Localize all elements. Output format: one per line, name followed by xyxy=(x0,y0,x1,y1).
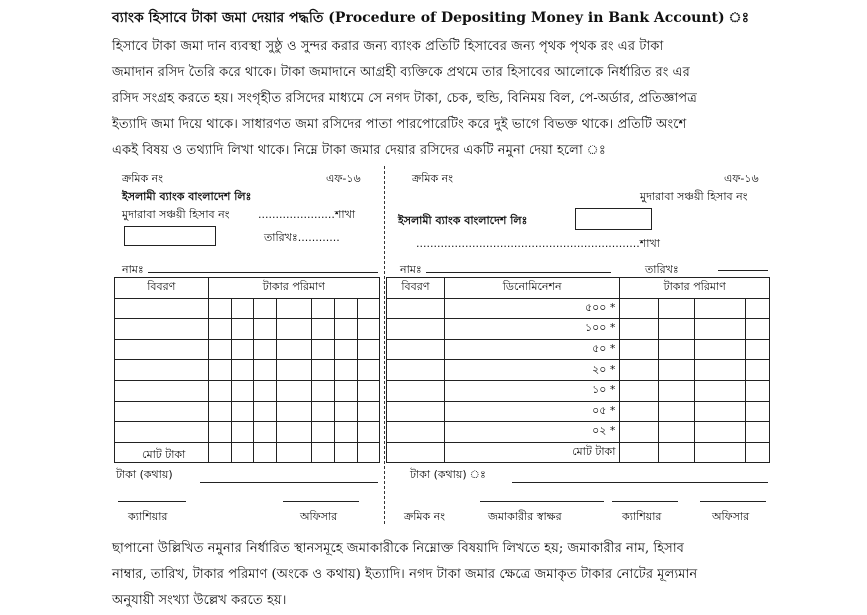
denomination-cell: ৫০০ * xyxy=(444,298,620,319)
intro-line-4: ইত্যাদি জমা দিয়ে থাকে। সাধারণত জমা রসিদের পাতা পারপোরেটিং করে দুই ভাগে বিভক্ত থাকে। প্রতিটি অংশে xyxy=(112,117,687,132)
table-row[interactable] xyxy=(387,319,770,340)
table-row[interactable] xyxy=(387,380,770,401)
left-table-header-row xyxy=(115,278,380,299)
left-name-line[interactable] xyxy=(148,272,378,273)
right-bank-name: ইসলামী ব্যাংক বাংলাদেশ লিঃ xyxy=(398,214,528,227)
left-serial-label: ক্রমিক নং xyxy=(122,172,163,185)
left-table-row[interactable] xyxy=(115,401,380,422)
left-bank-name: ইসলামী ব্যাংক বাংলাদেশ লিঃ xyxy=(122,190,252,203)
intro-line-2: জমাদান রসিদ তৈরি করে থাকে। টাকা জমাদানে আগ্রহী ব্যক্তিকে প্রথমে তার হিসাবের আলোকে নির্ধারিত রং এর xyxy=(112,65,690,80)
outro-line-2: নাম্বার, তারিখ, টাকার পরিমাণ (অংকে ও কথায়) ইত্যাদি। নগদ টাকা জমার ক্ষেত্রে জমাকৃত টাকার নোটের মূল্যমান xyxy=(112,567,698,582)
right-col-description-header: বিবরণ xyxy=(387,278,445,299)
right-account-label: মুদারাবা সঞ্চয়ী হিসাব নং xyxy=(640,190,748,203)
left-amount-table xyxy=(114,277,380,463)
perforation-line xyxy=(384,166,385,524)
left-in-words-line[interactable] xyxy=(200,482,378,483)
depositor-sign-line[interactable] xyxy=(480,501,604,502)
left-branch-field[interactable]: ......................শাখা xyxy=(258,208,356,221)
right-date-line[interactable] xyxy=(718,270,768,271)
right-branch-field[interactable]: ................................................................শাখা xyxy=(416,237,660,250)
depositor-sign-label: জমাকারীর স্বাক্ষর xyxy=(488,510,562,523)
outro-line-3: অনুযায়ী সংখ্যা উল্লেখ করতে হয়। xyxy=(112,593,287,608)
table-row[interactable] xyxy=(387,422,770,443)
left-form-number: এফ-১৬ xyxy=(326,172,361,185)
right-name-line[interactable] xyxy=(426,272,611,273)
left-total-label: মোট টাকা xyxy=(142,448,186,461)
right-cashier-sign-line[interactable] xyxy=(612,501,678,502)
right-serial-bottom-label: ক্রমিক নং xyxy=(404,510,445,523)
table-row[interactable] xyxy=(387,360,770,381)
left-date-field[interactable]: তারিখঃ............ xyxy=(264,231,340,244)
left-officer-label: অফিসার xyxy=(300,510,338,523)
left-account-number-box[interactable] xyxy=(124,226,216,246)
denomination-cell: ০৫ * xyxy=(444,401,620,422)
left-account-label: মুদারাবা সঞ্চয়ী হিসাব নং xyxy=(122,208,230,221)
right-total-label: মোট টাকা xyxy=(444,442,620,463)
right-form-number: এফ-১৬ xyxy=(724,172,759,185)
right-officer-label: অফিসার xyxy=(712,510,750,523)
right-total-row[interactable] xyxy=(387,442,770,463)
left-col-description-header: বিবরণ xyxy=(115,278,209,299)
intro-line-3: রসিদ সংগ্রহ করতে হয়। সংগৃহীত রসিদের মাধ্যমে সে নগদ টাকা, চেক, হুন্ডি, বিনিময় বিল, পে-অর্ডার, প্রতিজ্ঞাপত্র xyxy=(112,91,697,106)
left-officer-sign-line[interactable] xyxy=(283,501,359,502)
left-table-row[interactable] xyxy=(115,380,380,401)
left-name-label: নামঃ xyxy=(122,263,144,276)
denomination-cell: ২০ * xyxy=(444,360,620,381)
intro-line-5: একই বিষয় ও তথ্যাদি লিখা থাকে। নিম্নে টাকা জমার দেয়ার রসিদের একটি নমুনা দেয়া হলো ঃ xyxy=(112,143,606,158)
denomination-cell: ১০ * xyxy=(444,380,620,401)
left-table-row[interactable] xyxy=(115,422,380,443)
left-in-words-label: টাকা (কথায়) xyxy=(116,468,173,481)
table-row[interactable] xyxy=(387,298,770,319)
table-row[interactable] xyxy=(387,401,770,422)
outro-line-1: ছাপানো উল্লিখিত নমুনার নির্ধারিত স্থানসমূহে জমাকারীকে নিম্নোক্ত বিষয়াদি লিখতে হয়; জমাকারীর নাম, হিসাব xyxy=(112,541,685,556)
right-in-words-line[interactable] xyxy=(512,482,768,483)
right-col-denomination-header: ডিনোমিনেশন xyxy=(444,278,620,299)
left-table-row[interactable] xyxy=(115,298,380,319)
denomination-cell: ১০০ * xyxy=(444,319,620,340)
right-serial-label: ক্রমিক নং xyxy=(412,172,453,185)
page-heading: ব্যাংক হিসাবে টাকা জমা দেয়ার পদ্ধতি (Procedure of Depositing Money in Bank Account) ঃ xyxy=(112,10,750,26)
left-col-amount-header: টাকার পরিমাণ xyxy=(208,278,379,299)
intro-line-1: হিসাবে টাকা জমা দান ব্যবস্থা সুষ্ঠু ও সুন্দর করার জন্য ব্যাংক প্রতিটি হিসাবের জন্য পৃথক পৃথক রং এর টাকা xyxy=(112,39,664,54)
right-name-label: নামঃ xyxy=(400,263,422,276)
right-col-amount-header: টাকার পরিমাণ xyxy=(620,278,770,299)
right-table-header-row xyxy=(387,278,770,299)
left-table-row[interactable] xyxy=(115,339,380,360)
left-table-row[interactable] xyxy=(115,360,380,381)
right-in-words-label: টাকা (কথায়) ঃ xyxy=(410,468,486,481)
table-row[interactable] xyxy=(387,339,770,360)
denomination-cell: ৫০ * xyxy=(444,339,620,360)
right-account-number-box[interactable] xyxy=(575,208,652,230)
left-cashier-label: ক্যাশিয়ার xyxy=(128,510,168,523)
right-officer-sign-line[interactable] xyxy=(700,501,766,502)
right-denomination-table xyxy=(386,277,770,463)
left-cashier-sign-line[interactable] xyxy=(118,501,186,502)
left-table-row[interactable] xyxy=(115,319,380,340)
denomination-cell: ০২ * xyxy=(444,422,620,443)
right-cashier-label: ক্যাশিয়ার xyxy=(622,510,662,523)
right-date-label: তারিখঃ xyxy=(645,263,679,276)
